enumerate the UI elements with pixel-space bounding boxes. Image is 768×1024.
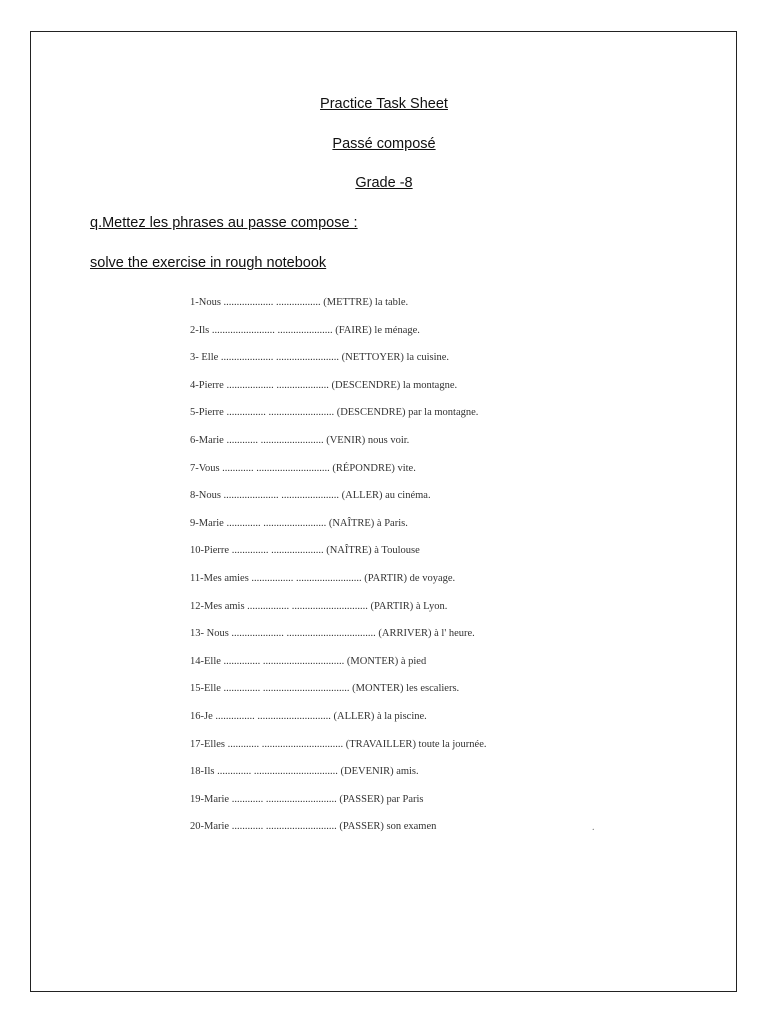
stray-mark: .: [592, 822, 595, 833]
topic-heading: Passé composé: [332, 136, 436, 152]
exercise-line: 2-Ils ........................ ..................... (FAIRE) le ménage.: [190, 324, 420, 336]
exercise-line: 10-Pierre .............. .................... (NAÎTRE) à Toulouse: [190, 545, 420, 557]
exercise-line: 9-Marie ............. ........................ (NAÎTRE) à Paris.: [190, 517, 408, 529]
exercise-line: 18-Ils ............. ................................ (DEVENIR) amis.: [190, 766, 419, 778]
exercise-line: 5-Pierre ............... ......................... (DESCENDRE) par la montagne.: [190, 407, 479, 419]
instruction-note: solve the exercise in rough notebook: [90, 255, 327, 271]
instruction-text: q.Mettez les phrases au passe compose :: [90, 215, 358, 231]
exercise-line: 3- Elle .................... ........................ (NETTOYER) la cuisine.: [190, 352, 450, 364]
exercise-list: [190, 295, 610, 847]
exercise-line: 19-Marie ............ ........................... (PASSER) par Paris: [190, 793, 424, 805]
exercise-line: 4-Pierre .................. .................... (DESCENDRE) la montagne.: [190, 379, 458, 391]
exercise-line: 20-Marie ............ ........................... (PASSER) son examen: [190, 821, 437, 833]
exercise-line: 12-Mes amis ................ ............................. (PARTIR) à Lyon.: [190, 600, 448, 612]
exercise-line: 15-Elle .............. ................................. (MONTER) les escaliers.: [190, 683, 460, 695]
exercise-line: 14-Elle .............. ............................... (MONTER) à pied: [190, 655, 427, 667]
exercise-line: 11-Mes amies ................ ......................... (PARTIR) de voyage.: [190, 572, 456, 584]
exercise-line: 17-Elles ............ ............................... (TRAVAILLER) toute la journée.: [190, 738, 487, 750]
exercise-line: 13- Nous .................... .................................. (ARRIVER) à l' heure.: [190, 628, 475, 640]
exercise-line: 6-Marie ............ ........................ (VENIR) nous voir.: [190, 434, 410, 446]
exercise-line: 16-Je ............... ............................ (ALLER) à la piscine.: [190, 710, 427, 722]
exercise-line: 7-Vous ............ ............................ (RÉPONDRE) vite.: [190, 462, 416, 474]
grade-heading: Grade -8: [355, 175, 413, 191]
exercise-line: 8-Nous ..................... ...................... (ALLER) au cinéma.: [190, 490, 431, 502]
page-title: Practice Task Sheet: [320, 96, 448, 112]
exercise-line: 1-Nous ................... ................. (METTRE) la table.: [190, 297, 409, 308]
